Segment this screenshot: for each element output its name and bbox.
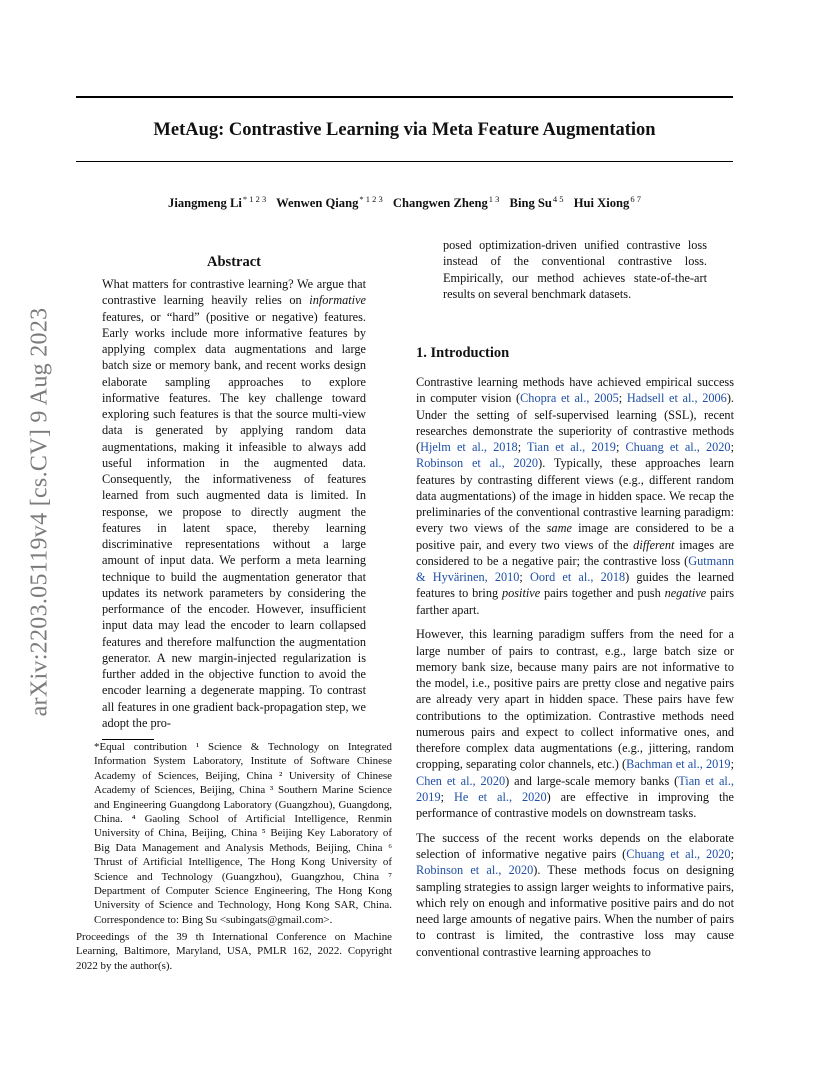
author: Wenwen Qiang$^{* 1 2 3}$ bbox=[276, 194, 383, 211]
text-run: However, this learning paradigm suffers from the need for a large number of pairs to contrast, e.g., large batch size or memory bank size, because many pairs are not informative to the model, i.e., positive pairs are pretty close and negative pairs are already very apart in hidden space. These pairs have few contributions to the optimization. Contrastive methods need numerous pairs and expect to collect informative ones, and therefore complex data augmentations (e.g., jittering, random cropping, separating color channels, etc.) ( bbox=[416, 627, 734, 772]
citation-link[interactable]: Bachman et al., 2019 bbox=[626, 757, 731, 772]
text-run: pairs farther apart. bbox=[416, 586, 734, 617]
text-run: ). These methods focus on designing sampling strategies to assign larger weights to informative pairs, which rely on enough and informative positive pairs and do not need large amounts of negative pairs. When the number of pairs to contrast is limited, the contrastive loss may cause conventional contrastive learning approaches to bbox=[416, 863, 734, 959]
text-run: pairs together and push bbox=[540, 586, 665, 601]
arxiv-identifier: arXiv:2203.05119v4 [cs.CV] 9 Aug 2023 bbox=[26, 307, 53, 717]
abstract-heading: Abstract bbox=[207, 254, 261, 270]
citation-link[interactable]: Chuang et al., 2020 bbox=[626, 847, 731, 861]
text-run: ; bbox=[730, 757, 735, 772]
text-run: The success of the recent works depends on the elaborate selection of informative negative pairs ( bbox=[416, 830, 734, 861]
proceedings-note: Proceedings of the 39 th International Conference on Machine Learning, Baltimore, Maryland, USA, PMLR 162, 2022. Copyright 2022 by the author(s). bbox=[76, 931, 392, 972]
title-bottom-rule bbox=[76, 161, 733, 162]
affiliation-footnote: *Equal contribution ¹ Science & Technology on Integrated Information System Laboratory, Institute of Software Chinese Academy of Sciences, Beijing, China ² University of Chinese Academy of Sciences, Beijing, China ³ Southern Marine Science and Engineering Guangdong Laboratory (Guangzhou), Guangdong, China. ⁴ Gaoling School of Artificial Intelligence, Renmin University of China, Beijing, China ⁵ Beijing Key Laboratory of Big Data Management and Analysis Methods, Beijing, China ⁶ Thrust of Artificial Intelligence, The Hong Kong University of Science and Technology (Guangzhou), Guangzhou, China ⁷ Department of Computer Science Engineering, The Hong Kong University of Science and Technology, Hong Kong SAR, China. Correspondence to: Bing Su <subingats@gmail.com>. bbox=[94, 741, 392, 926]
paper-title: MetAug: Contrastive Learning via Meta Feature Augmentation bbox=[153, 120, 656, 140]
citation-link[interactable]: Chopra et al., 2005 bbox=[520, 391, 619, 406]
citation-link[interactable]: Hadsell et al., 2006 bbox=[626, 391, 727, 406]
abstract-continuation: posed optimization-driven unified contrastive loss instead of the conventional contrastive loss. Empirically, our method achieves state-of-the-art results on several benchmark datasets. bbox=[443, 238, 707, 301]
citation-link[interactable]: Chuang et al., 2020 bbox=[625, 440, 731, 454]
citation-link[interactable]: He et al., 2020 bbox=[453, 789, 547, 804]
citation-link[interactable]: Robinson et al., 2020 bbox=[416, 456, 539, 471]
author: Hui Xiong$^{6 7}$ bbox=[573, 194, 641, 211]
emphasis: positive bbox=[501, 586, 541, 601]
text-run: ) guides the learned features to bring bbox=[416, 570, 734, 601]
citation-link[interactable]: Chen et al., 2020 bbox=[416, 773, 506, 788]
text-run: ) and large-scale memory banks ( bbox=[505, 773, 679, 788]
emphasis: same bbox=[546, 521, 572, 536]
citation-link[interactable]: Tian et al., 2019 bbox=[527, 440, 616, 454]
citation-link[interactable]: Hjelm et al., 2018 bbox=[420, 440, 518, 454]
intro-paragraph bbox=[416, 626, 734, 821]
author: Jiangmeng $Li^{* 1 2 3}$ bbox=[168, 194, 267, 211]
section-heading-introduction: 1. Introduction bbox=[416, 345, 510, 361]
intro-paragraph bbox=[416, 374, 734, 618]
top-rule bbox=[76, 96, 733, 98]
text-run: ; bbox=[730, 847, 735, 861]
emphasis: negative bbox=[664, 586, 707, 601]
author-list bbox=[76, 190, 733, 212]
abstract-body: What matters for contrastive learning? We argue that contrastive learning heavily relies on informative features, or “hard” (positive or negative) features. Early works include more informative features by applying complex data augmentations and large batch size or memory bank, and recent works design elaborate sampling approaches to explore informative features. The key challenge toward exploring such features is that the source multi-view data is generated by applying random data augmentations, making it infeasible to always add useful information in the augmented data. Consequently, the informativeness of features learned from such augmented data is limited. In response, we propose to directly augment the features in latent space, thereby learning discriminative representations without a large amount of input data. We perform a meta learning technique to build the augmentation generator that updates its network parameters by considering the performance of the encoder. However, insufficient input data may lead the encoder to learn collapsed features and therefore malfunction the augmentation generator. A new margin-injected regularization is further added in the objective function to avoid the encoder learning a degenerate mapping. To contrast all features in one gradient back-propagation step, we adopt the pro- bbox=[102, 277, 366, 730]
author: Changwen Zheng$^{1 3}$ bbox=[392, 194, 500, 211]
text-run: ) are effective in improving the performance of contrastive models on downstream tasks. bbox=[416, 789, 734, 820]
citation-link[interactable]: Gutmann & Hyvärinen, 2010 bbox=[416, 553, 734, 584]
text-run: images are considered to be a negative pair; the contrastive loss ( bbox=[416, 537, 734, 568]
text-run: ; bbox=[615, 440, 626, 454]
text-run: ). Typically, these approaches learn features by contrasting different views (e.g., different random data augmentations) of the image in hidden space. We recap the preliminaries of the conventional contrastive learning paradigm: every two views of the bbox=[416, 456, 734, 536]
citation-link[interactable]: Robinson et al., 2020 bbox=[416, 863, 534, 878]
introduction-body bbox=[416, 374, 734, 968]
text-run: Contrastive learning methods have achieved empirical success in computer vision ( bbox=[416, 375, 734, 406]
text-run: ; bbox=[517, 440, 527, 454]
text-run: image are considered to be a positive pair, and every two views of the bbox=[416, 521, 734, 552]
citation-link[interactable]: Oord et al., 2018 bbox=[529, 570, 626, 584]
text-run: ; bbox=[519, 570, 530, 584]
text-run: ). Under the setting of self-supervised learning (SSL), recent researches demonstrate the superiority of contrastive methods ( bbox=[416, 391, 734, 454]
text-run: ; bbox=[730, 440, 734, 454]
text-run: ; bbox=[440, 789, 454, 804]
intro-paragraph bbox=[416, 830, 734, 960]
citation-link[interactable]: Tian et al., 2019 bbox=[416, 773, 734, 804]
emphasis: different bbox=[633, 537, 675, 552]
author: Bing $Su^{4 5}$ bbox=[509, 194, 564, 211]
text-run: ; bbox=[618, 391, 627, 406]
